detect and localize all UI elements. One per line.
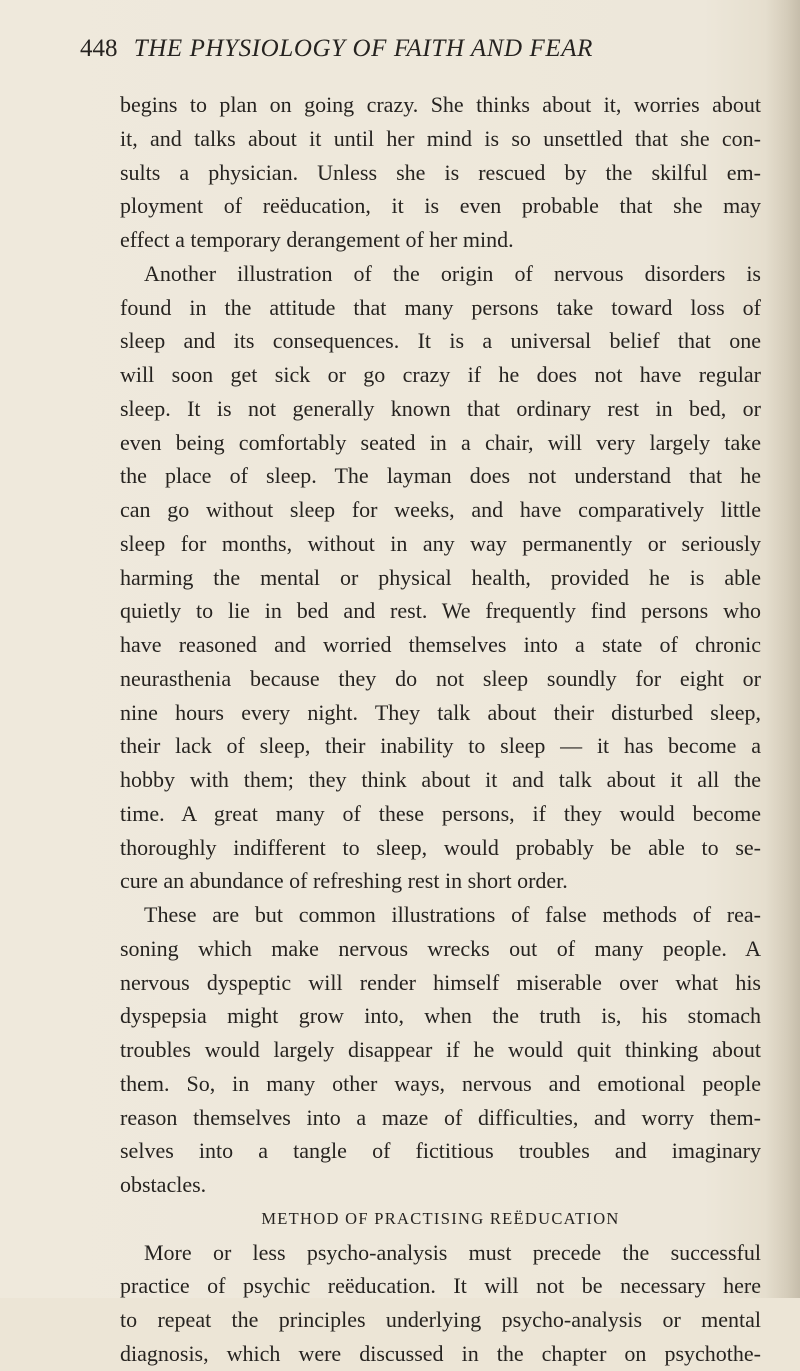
text-line: even being comfortably seated in a chair, will very largely take (120, 429, 761, 455)
text-line: sleep and its consequences. It is a universal belief that one (120, 328, 761, 354)
text-line: practice of psychic reëducation. It will not be necessary here (120, 1273, 761, 1299)
text-line: their lack of sleep, their inability to sleep — it has become a (120, 733, 761, 759)
text-line: them. So, in many other ways, nervous and emotional people (120, 1070, 761, 1096)
text-line: nine hours every night. They talk about their disturbed sleep, (120, 699, 761, 725)
text-line: cure an abundance of refreshing rest in short order. (120, 868, 568, 894)
text-line: ployment of reëducation, it is even probable that she may (120, 193, 761, 219)
text-line: begins to plan on going crazy. She thinks about it, worries about (120, 92, 761, 117)
section-heading: METHOD OF PRACTISING REËDUCATION (261, 1208, 620, 1228)
text-line: sleep for months, without in any way permanently or seriously (120, 530, 761, 556)
page-edge-shadow (766, 0, 800, 1298)
text-line: thoroughly indifferent to sleep, would probably be able to se- (120, 834, 761, 860)
text-line: obstacles. (120, 1172, 207, 1197)
text-line: These are but common illustrations of false methods of rea- (144, 902, 761, 927)
page-number: 448 (80, 35, 118, 62)
text-line: diagnosis, which were discussed in the chapter on psychothe- (120, 1340, 761, 1366)
text-line: to repeat the principles underlying psycho-analysis or mental (120, 1307, 761, 1332)
text-line: sleep. It is not generally known that ordinary rest in bed, or (120, 395, 761, 421)
text-line: quietly to lie in bed and rest. We frequently find persons who (120, 598, 761, 624)
text-line: neurasthenia because they do not sleep soundly for eight or (120, 665, 761, 691)
page-header (80, 34, 720, 64)
text-line: Another illustration of the origin of nervous disorders is (144, 260, 761, 286)
text-line: time. A great many of these persons, if they would become (120, 800, 761, 826)
running-head: THE PHYSIOLOGY OF FAITH AND FEAR (133, 35, 594, 62)
text-line: effect a temporary derangement of her mind. (120, 227, 514, 252)
text-line: sults a physician. Unless she is rescued by the skilful em- (120, 159, 761, 185)
text-line: the place of sleep. The layman does not understand that he (120, 463, 761, 489)
text-line: troubles would largely disappear if he would quit thinking about (120, 1037, 761, 1062)
text-line: More or less psycho-analysis must precede the successful (144, 1239, 761, 1265)
text-line: hobby with them; they think about it and talk about it all the (120, 767, 761, 792)
text-line: soning which make nervous wrecks out of many people. A (120, 935, 761, 961)
text-line: can go without sleep for weeks, and have comparatively little (120, 497, 761, 522)
text-line: harming the mental or physical health, provided he is able (120, 564, 761, 590)
text-line: have reasoned and worried themselves into a state of chronic (120, 632, 761, 657)
text-line: nervous dyspeptic will render himself miserable over what his (120, 969, 761, 995)
text-line: selves into a tangle of fictitious troubles and imaginary (120, 1138, 761, 1164)
text-line: reason themselves into a maze of difficulties, and worry them- (120, 1104, 761, 1130)
text-line: will soon get sick or go crazy if he does not have regular (120, 362, 761, 387)
text-line: dyspepsia might grow into, when the truth is, his stomach (120, 1003, 761, 1029)
text-line: found in the attitude that many persons take toward loss of (120, 294, 761, 320)
body-text (120, 88, 761, 1371)
text-line: it, and talks about it until her mind is so unsettled that she con- (120, 125, 761, 151)
